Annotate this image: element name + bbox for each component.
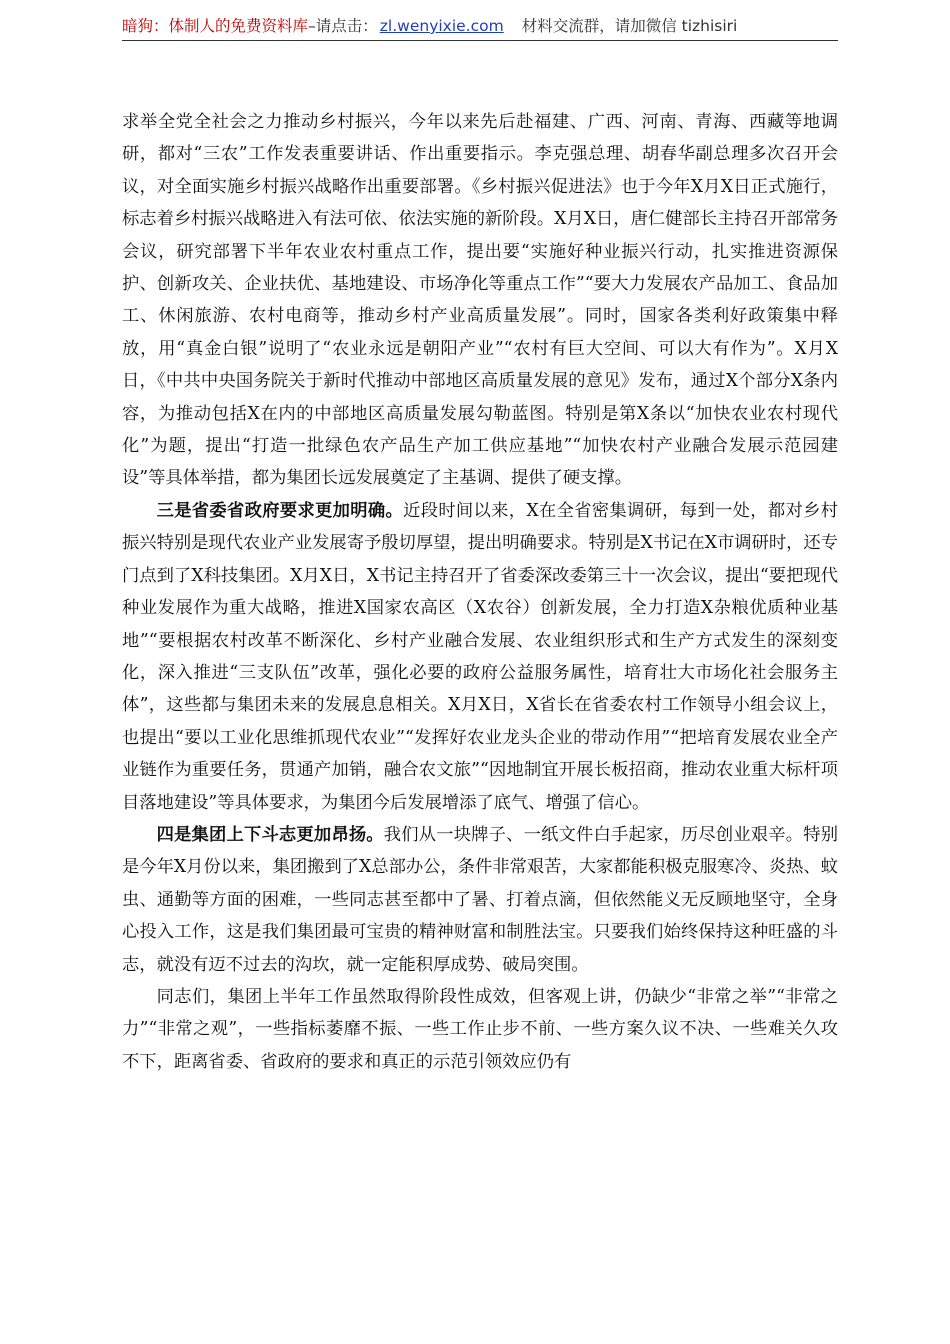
paragraph-lead: 四是集团上下斗志更加昂扬。 xyxy=(156,824,384,845)
paragraph-text: 同志们，集团上半年工作虽然取得阶段性成效，但客观上讲，仍缺少“非常之举”“非常之力”“非常之观”，一些指标萎靡不振、一些工作止步不前、一些方案久议不决、一些难关久攻不下，距离省委、省政府的要求和真正的示范引领效应仍有 xyxy=(122,986,838,1072)
paragraph xyxy=(122,981,838,1078)
header-contact: 材料交流群，请加微信 tizhisiri xyxy=(521,17,738,35)
paragraph-text: 近段时间以来，X在全省密集调研，每到一处，都对乡村振兴特别是现代农业产业发展寄予殷切厚望，提出明确要求。特别是X书记在X市调研时，还专门点到了X科技集团。X月X日，X书记主持召开了省委深改委第三十一次会议，提出“要把现代种业发展作为重大战略，推进X国家农高区（X农谷）创新发展，全力打造X杂粮优质种业基地”“要根据农村改革不断深化、乡村产业融合发展、农业组织形式和生产方式发生的深刻变化，深入推进“三支队伍”改革，强化必要的政府公益服务属性，培育壮大市场化社会服务主体”，这些都与集团未来的发展息息相关。X月X日，X省长在省委农村工作领导小组会议上，也提出“要以工业化思维抓现代农业”“发挥好农业龙头企业的带动作用”“把培育发展农业全产业链作为重要任务，贯通产加销，融合农文旅”“因地制宜开展长板招商，推动农业重大标杆项目落地建设”等具体要求，为集团今后发展增添了底气、增强了信心。 xyxy=(122,500,838,813)
header-brand: 暗狗：体制人的免费资料库 xyxy=(122,17,309,35)
paragraph xyxy=(122,819,838,981)
paragraph-text: 我们从一块牌子、一纸文件白手起家，历尽创业艰辛。特别是今年X月份以来，集团搬到了X总部办公，条件非常艰苦，大家都能积极克服寒冷、炎热、蚊虫、通勤等方面的困难，一些同志甚至都中了暑、打着点滴，但依然能义无反顾地坚守，全身心投入工作，这是我们集团最可宝贵的精神财富和制胜法宝。只要我们始终保持这种旺盛的斗志，就没有迈不过去的沟坎，就一定能积厚成势、破局突围。 xyxy=(122,824,838,975)
header-prompt: –请点击： xyxy=(308,17,378,35)
paragraph xyxy=(122,495,838,819)
paragraph-text: 求举全党全社会之力推动乡村振兴，今年以来先后赴福建、广西、河南、青海、西藏等地调研，都对“三农”工作发表重要讲话、作出重要指示。李克强总理、胡春华副总理多次召开会议，对全面实施乡村振兴战略作出重要部署。《乡村振兴促进法》也于今年X月X日正式施行，标志着乡村振兴战略进入有法可依、依法实施的新阶段。X月X日，唐仁健部长主持召开部常务会议，研究部署下半年农业农村重点工作，提出要“实施好种业振兴行动，扎实推进资源保护、创新攻关、企业扶优、基地建设、市场净化等重点工作”“要大力发展农产品加工、食品加工、休闲旅游、农村电商等，推动乡村产业高质量发展”。同时，国家各类利好政策集中释放，用“真金白银”说明了“农业永远是朝阳产业”“农村有巨大空间、可以大有作为”。X月X日，《中共中央国务院关于新时代推动中部地区高质量发展的意见》发布，通过X个部分X条内容，为推动包括X在内的中部地区高质量发展勾勒蓝图。特别是第X条以“加快农业农村现代化”为题，提出“打造一批绿色农产品生产加工供应基地”“加快农村产业融合发展示范园建设”等具体举措，都为集团长远发展奠定了主基调、提供了硬支撑。 xyxy=(122,112,838,489)
page-header xyxy=(122,12,838,41)
paragraph xyxy=(122,106,838,495)
header-link[interactable]: zl.wenyixie.com xyxy=(379,17,504,35)
paragraph-lead: 三是省委省政府要求更加明确。 xyxy=(156,500,404,521)
document-body xyxy=(122,106,838,1078)
